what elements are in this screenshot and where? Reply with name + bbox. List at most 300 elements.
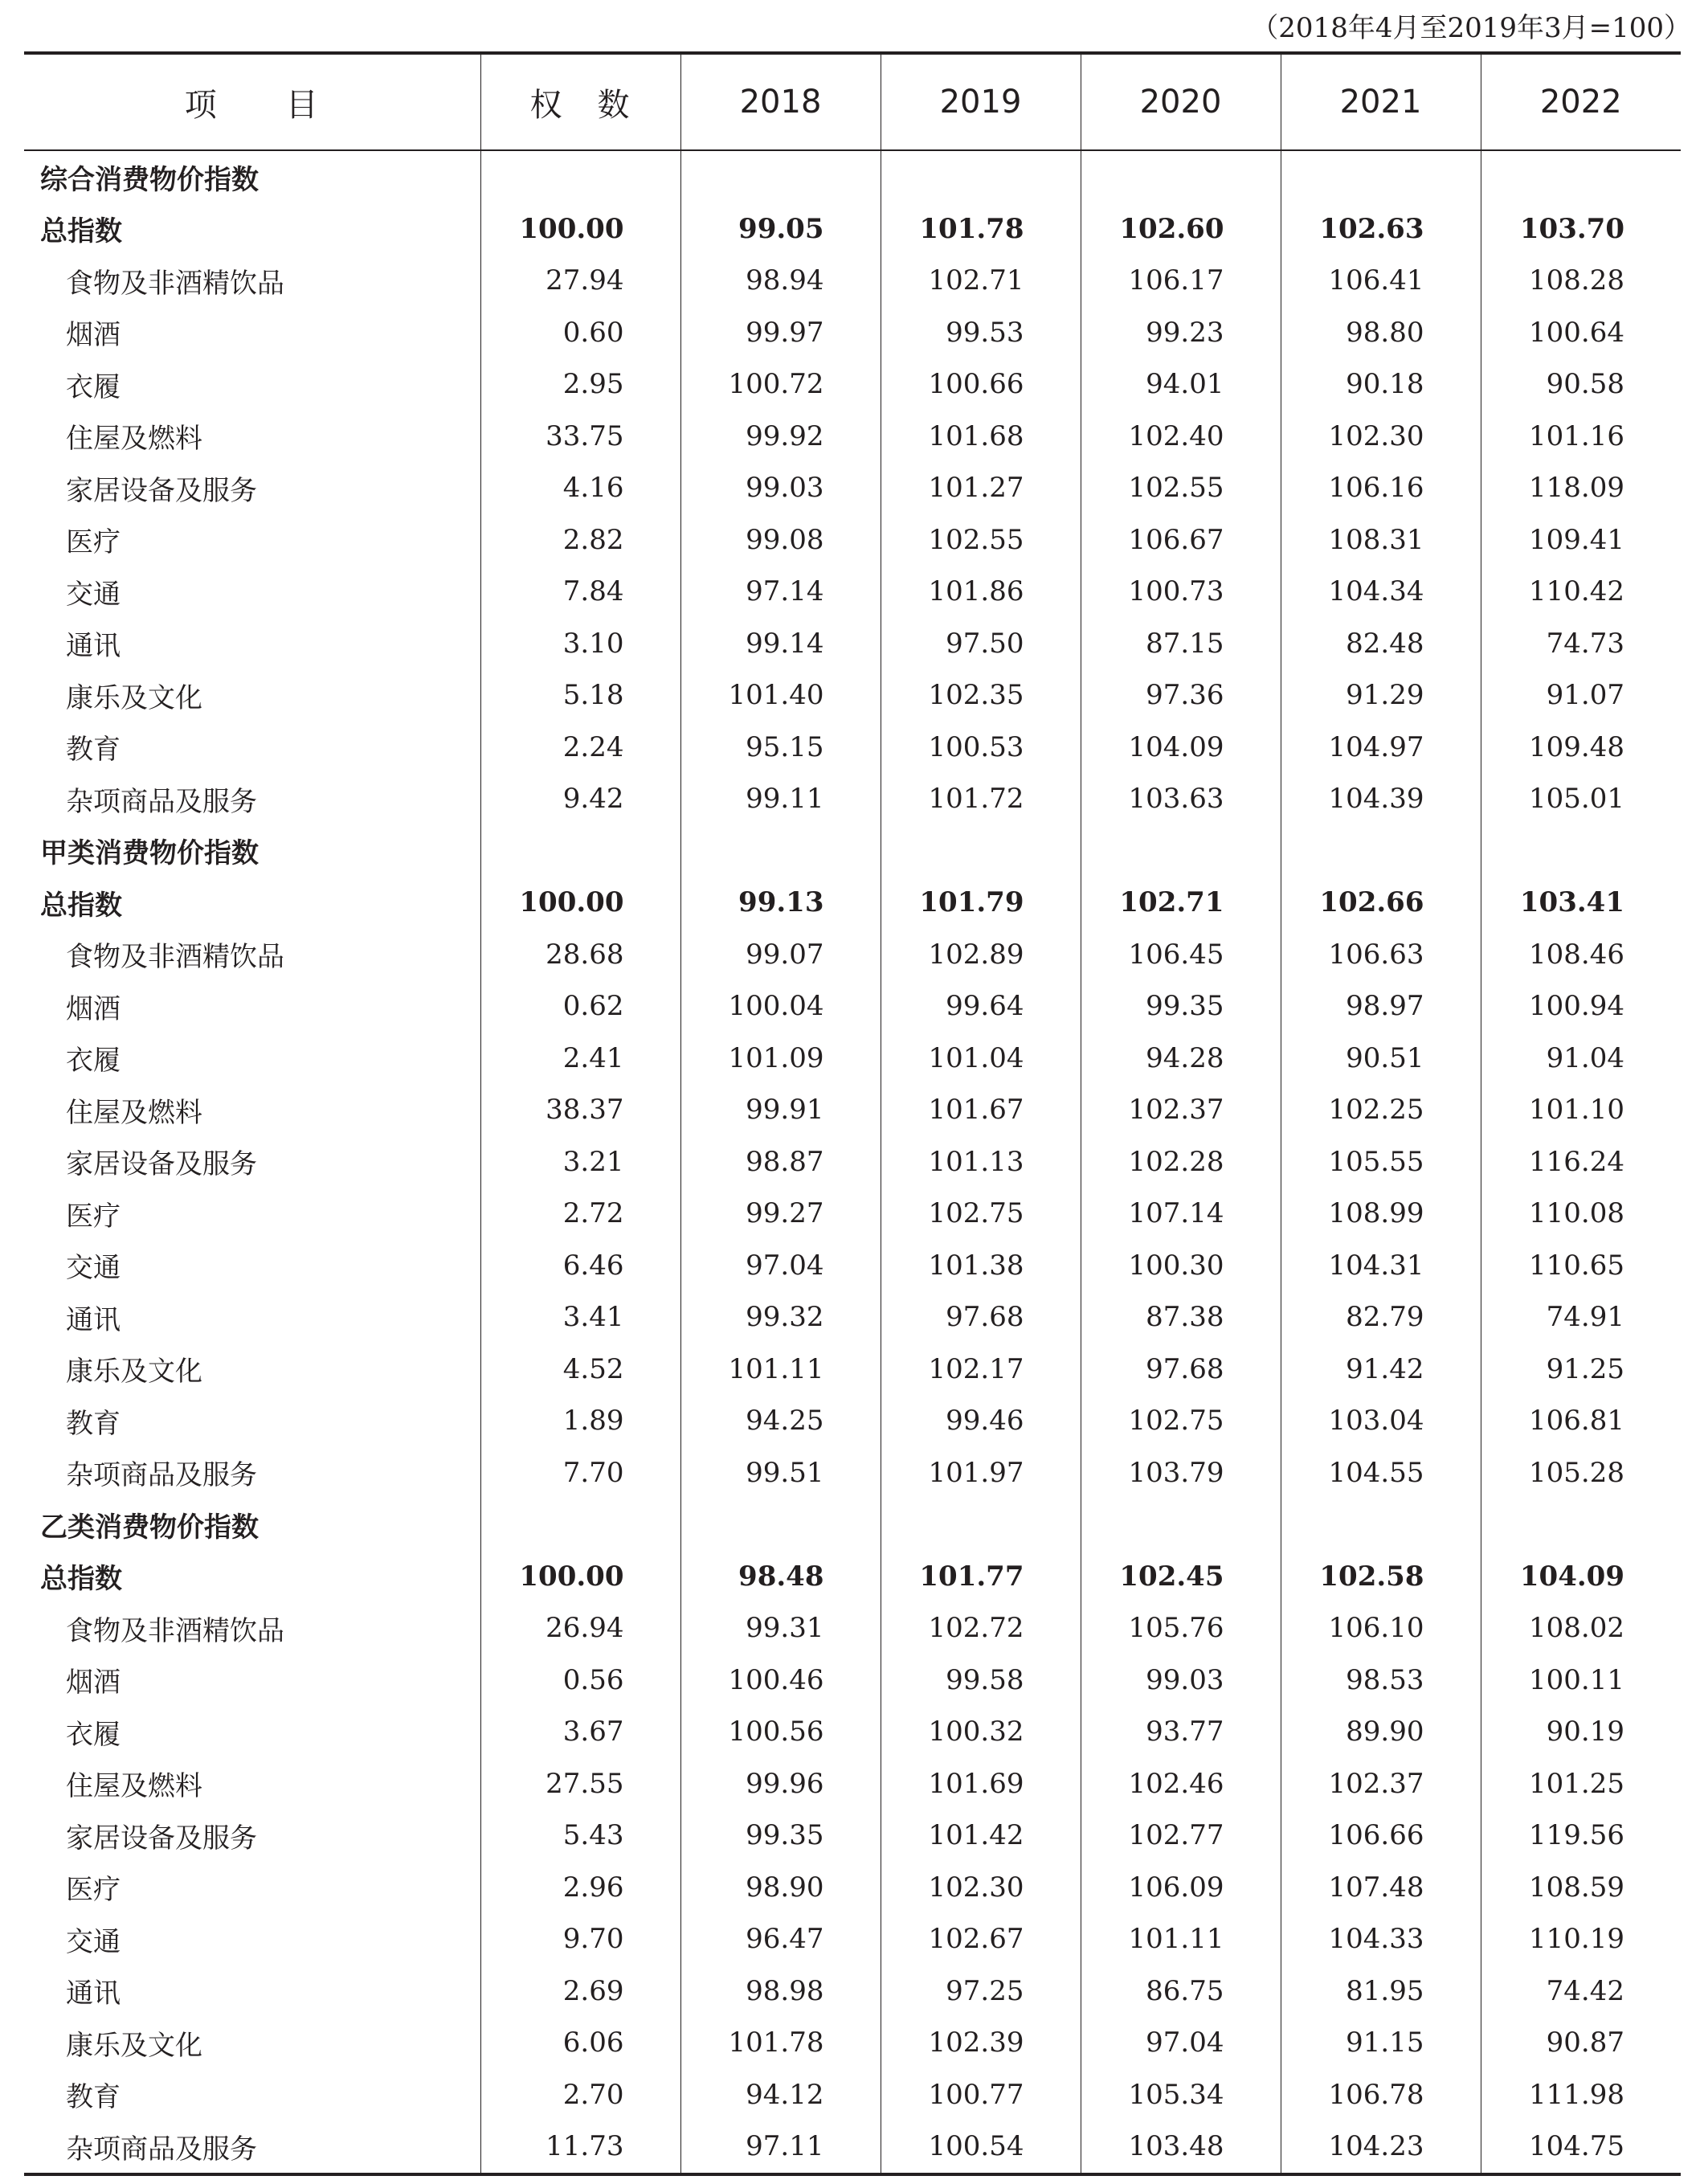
value-cell: 102.60	[1081, 203, 1281, 256]
row-label: 家居设备及服务	[24, 1136, 480, 1188]
value-cell: 100.30	[1081, 1240, 1281, 1292]
header-year: 2019	[881, 53, 1081, 150]
row-label: 医疗	[24, 1188, 480, 1240]
value-cell: 107.14	[1081, 1188, 1281, 1240]
value-cell: 101.13	[881, 1136, 1081, 1188]
value-cell: 110.08	[1529, 1197, 1624, 1230]
value-cell: 98.53	[1281, 1654, 1481, 1707]
row-label: 烟酒	[24, 307, 480, 359]
value-cell: 116.24	[1529, 1145, 1624, 1178]
weight-cell: 100.00	[480, 1551, 680, 1603]
value-cell: 101.68	[881, 411, 1081, 463]
value-cell: 100.72	[680, 358, 881, 411]
value-cell: 90.18	[1281, 358, 1481, 411]
value-cell: 94.25	[680, 1395, 881, 1447]
table-row	[24, 1291, 1681, 1344]
value-cell: 100.64	[1529, 316, 1624, 349]
section-row	[24, 825, 1681, 877]
value-cell: 101.78	[881, 203, 1081, 256]
value-cell: 94.28	[1081, 1033, 1281, 1085]
value-cell: 89.90	[1281, 1706, 1481, 1758]
weight-cell: 3.67	[480, 1706, 680, 1758]
weight-cell: 2.41	[480, 1033, 680, 1085]
value-cell	[881, 825, 1081, 877]
table-row	[24, 1033, 1681, 1085]
row-label: 总指数	[24, 1551, 480, 1603]
value-cell: 91.42	[1281, 1344, 1481, 1396]
row-label: 家居设备及服务	[24, 1810, 480, 1862]
value-cell	[1081, 150, 1281, 203]
value-cell: 99.13	[680, 877, 881, 929]
total-row	[24, 1551, 1681, 1603]
weight-cell: 2.69	[480, 1965, 680, 2018]
weight-cell	[480, 150, 680, 203]
weight-cell: 27.94	[480, 255, 680, 307]
value-cell: 104.34	[1281, 566, 1481, 618]
weight-cell: 1.89	[480, 1395, 680, 1447]
value-cell: 99.91	[680, 1084, 881, 1136]
value-cell: 106.66	[1281, 1810, 1481, 1862]
row-label: 医疗	[24, 514, 480, 566]
weight-cell: 100.00	[480, 877, 680, 929]
value-cell: 93.77	[1081, 1706, 1281, 1758]
table-row	[24, 1240, 1681, 1292]
weight-cell: 38.37	[480, 1084, 680, 1136]
value-cell: 99.35	[680, 1810, 881, 1862]
table-row	[24, 1447, 1681, 1499]
value-cell: 100.73	[1081, 566, 1281, 618]
value-cell: 98.94	[680, 255, 881, 307]
value-cell: 102.37	[1281, 1758, 1481, 1810]
value-cell: 97.04	[1081, 2017, 1281, 2069]
value-cell: 103.48	[1081, 2121, 1281, 2174]
value-cell: 87.38	[1081, 1291, 1281, 1344]
weight-cell: 0.56	[480, 1654, 680, 1707]
table-row	[24, 1602, 1681, 1654]
value-cell: 98.97	[1281, 980, 1481, 1033]
cpi-table	[24, 51, 1681, 2176]
value-cell: 100.53	[881, 722, 1081, 774]
value-cell: 106.10	[1281, 1602, 1481, 1654]
value-cell: 94.12	[680, 2069, 881, 2121]
total-row	[24, 877, 1681, 929]
value-cell: 119.56	[1529, 1819, 1624, 1852]
value-cell: 100.66	[881, 358, 1081, 411]
value-cell: 104.23	[1281, 2121, 1481, 2174]
value-cell: 86.75	[1081, 1965, 1281, 2018]
table-row	[24, 1188, 1681, 1240]
weight-cell: 2.82	[480, 514, 680, 566]
row-label: 总指数	[24, 203, 480, 256]
weight-cell: 2.24	[480, 722, 680, 774]
table-row	[24, 2017, 1681, 2069]
value-cell: 101.40	[680, 669, 881, 722]
value-cell: 95.15	[680, 722, 881, 774]
value-cell: 99.05	[680, 203, 881, 256]
value-cell: 100.94	[1529, 990, 1624, 1023]
table-row	[24, 980, 1681, 1033]
value-cell: 101.97	[881, 1447, 1081, 1499]
value-cell: 101.09	[680, 1033, 881, 1085]
value-cell: 102.45	[1081, 1551, 1281, 1603]
value-cell: 106.09	[1081, 1862, 1281, 1914]
value-cell: 100.46	[680, 1654, 881, 1707]
value-cell: 104.39	[1281, 773, 1481, 825]
value-cell: 97.11	[680, 2121, 881, 2174]
row-label: 衣履	[24, 1706, 480, 1758]
value-cell: 102.40	[1081, 411, 1281, 463]
table-row	[24, 1862, 1681, 1914]
row-label: 康乐及文化	[24, 1344, 480, 1396]
total-row	[24, 203, 1681, 256]
value-cell: 106.16	[1281, 462, 1481, 514]
row-label: 食物及非酒精饮品	[24, 1602, 480, 1654]
table-row	[24, 669, 1681, 722]
value-cell: 101.67	[881, 1084, 1081, 1136]
weight-cell: 6.06	[480, 2017, 680, 2069]
value-cell: 102.30	[881, 1862, 1081, 1914]
value-cell: 103.79	[1081, 1447, 1281, 1499]
table-row	[24, 1706, 1681, 1758]
value-cell	[1281, 1499, 1481, 1551]
value-cell: 101.72	[881, 773, 1081, 825]
table-row	[24, 1758, 1681, 1810]
section-row	[24, 1499, 1681, 1551]
weight-cell: 7.84	[480, 566, 680, 618]
value-cell: 101.77	[881, 1551, 1081, 1603]
value-cell: 98.98	[680, 1965, 881, 2018]
value-cell: 103.63	[1081, 773, 1281, 825]
row-label: 交通	[24, 1240, 480, 1292]
value-cell	[1481, 1499, 1681, 1551]
row-label: 杂项商品及服务	[24, 2121, 480, 2174]
value-cell: 91.07	[1546, 679, 1624, 712]
base-period-note: （2018年4月至2019年3月=100）	[1251, 12, 1691, 44]
value-cell: 102.67	[881, 1913, 1081, 1965]
value-cell: 101.42	[881, 1810, 1081, 1862]
value-cell: 102.46	[1081, 1758, 1281, 1810]
value-cell: 103.70	[1519, 212, 1624, 245]
row-label: 康乐及文化	[24, 2017, 480, 2069]
value-cell: 104.97	[1281, 722, 1481, 774]
value-cell: 103.04	[1281, 1395, 1481, 1447]
weight-cell: 3.10	[480, 618, 680, 670]
weight-cell: 0.60	[480, 307, 680, 359]
row-label: 住屋及燃料	[24, 1084, 480, 1136]
value-cell: 100.32	[881, 1706, 1081, 1758]
weight-cell: 7.70	[480, 1447, 680, 1499]
table-header	[24, 53, 1681, 150]
value-cell: 108.59	[1529, 1871, 1624, 1904]
value-cell: 106.67	[1081, 514, 1281, 566]
row-label: 康乐及文化	[24, 669, 480, 722]
row-label: 住屋及燃料	[24, 411, 480, 463]
value-cell: 101.04	[881, 1033, 1081, 1085]
weight-cell: 9.42	[480, 773, 680, 825]
value-cell: 102.30	[1281, 411, 1481, 463]
table-row	[24, 2069, 1681, 2121]
row-label: 衣履	[24, 1033, 480, 1085]
table-row	[24, 307, 1681, 359]
value-cell: 99.27	[680, 1188, 881, 1240]
value-cell: 110.65	[1529, 1249, 1624, 1282]
value-cell: 106.63	[1281, 929, 1481, 981]
row-label: 食物及非酒精饮品	[24, 255, 480, 307]
weight-cell: 3.21	[480, 1136, 680, 1188]
value-cell: 91.29	[1281, 669, 1481, 722]
value-cell: 98.48	[680, 1551, 881, 1603]
value-cell: 99.64	[881, 980, 1081, 1033]
value-cell	[680, 150, 881, 203]
row-label: 家居设备及服务	[24, 462, 480, 514]
weight-cell	[480, 1499, 680, 1551]
value-cell: 105.01	[1529, 783, 1624, 816]
table-row	[24, 929, 1681, 981]
value-cell: 97.14	[680, 566, 881, 618]
value-cell: 102.37	[1081, 1084, 1281, 1136]
value-cell: 99.53	[881, 307, 1081, 359]
weight-cell: 2.70	[480, 2069, 680, 2121]
value-cell: 107.48	[1281, 1862, 1481, 1914]
header-year: 2021	[1281, 53, 1481, 150]
value-cell: 109.41	[1529, 523, 1624, 556]
value-cell: 106.17	[1081, 255, 1281, 307]
value-cell: 100.04	[680, 980, 881, 1033]
value-cell: 102.75	[881, 1188, 1081, 1240]
value-cell: 100.56	[680, 1706, 881, 1758]
value-cell: 94.01	[1081, 358, 1281, 411]
table-row	[24, 773, 1681, 825]
value-cell: 98.90	[680, 1862, 881, 1914]
table-row	[24, 1344, 1681, 1396]
row-label: 杂项商品及服务	[24, 773, 480, 825]
table-row	[24, 722, 1681, 774]
value-cell: 101.69	[881, 1758, 1081, 1810]
value-cell: 99.46	[881, 1395, 1081, 1447]
weight-cell: 2.95	[480, 358, 680, 411]
table-row	[24, 1136, 1681, 1188]
table-row	[24, 411, 1681, 463]
value-cell: 102.63	[1281, 203, 1481, 256]
value-cell: 82.79	[1281, 1291, 1481, 1344]
row-label: 住屋及燃料	[24, 1758, 480, 1810]
row-label: 交通	[24, 1913, 480, 1965]
value-cell: 102.75	[1081, 1395, 1281, 1447]
value-cell: 91.04	[1546, 1041, 1624, 1074]
weight-cell: 2.72	[480, 1188, 680, 1240]
header-year: 2018	[680, 53, 881, 150]
weight-cell: 27.55	[480, 1758, 680, 1810]
value-cell	[1481, 150, 1681, 203]
value-cell: 74.42	[1546, 1974, 1624, 2007]
weight-cell: 5.43	[480, 1810, 680, 1862]
value-cell: 101.27	[881, 462, 1081, 514]
value-cell: 111.98	[1529, 2078, 1624, 2111]
weight-cell: 33.75	[480, 411, 680, 463]
header-weight: 权 数	[480, 53, 680, 150]
value-cell: 102.58	[1281, 1551, 1481, 1603]
row-label: 教育	[24, 722, 480, 774]
value-cell: 104.09	[1519, 1560, 1624, 1593]
header-year: 2020	[1081, 53, 1281, 150]
value-cell: 99.35	[1081, 980, 1281, 1033]
value-cell: 99.03	[1081, 1654, 1281, 1707]
row-label: 通讯	[24, 1291, 480, 1344]
value-cell: 99.08	[680, 514, 881, 566]
value-cell: 108.28	[1529, 264, 1624, 297]
row-label: 医疗	[24, 1862, 480, 1914]
value-cell: 102.55	[1081, 462, 1281, 514]
value-cell: 99.07	[680, 929, 881, 981]
value-cell: 97.36	[1081, 669, 1281, 722]
value-cell: 101.38	[881, 1240, 1081, 1292]
value-cell: 97.50	[881, 618, 1081, 670]
value-cell: 91.15	[1281, 2017, 1481, 2069]
weight-cell: 5.18	[480, 669, 680, 722]
row-label: 杂项商品及服务	[24, 1447, 480, 1499]
value-cell: 106.81	[1529, 1405, 1624, 1438]
value-cell: 90.51	[1281, 1033, 1481, 1085]
table-row	[24, 618, 1681, 670]
header-item: 项 目	[24, 53, 480, 150]
table-row	[24, 1084, 1681, 1136]
value-cell: 102.72	[881, 1602, 1081, 1654]
value-cell: 90.58	[1546, 368, 1624, 401]
value-cell: 99.31	[680, 1602, 881, 1654]
value-cell: 106.45	[1081, 929, 1281, 981]
value-cell: 104.09	[1081, 722, 1281, 774]
value-cell: 118.09	[1529, 472, 1624, 505]
weight-cell: 0.62	[480, 980, 680, 1033]
value-cell: 97.04	[680, 1240, 881, 1292]
value-cell: 103.41	[1519, 886, 1624, 919]
value-cell: 91.25	[1546, 1352, 1624, 1385]
weight-cell: 11.73	[480, 2121, 680, 2174]
row-label: 总指数	[24, 877, 480, 929]
value-cell: 74.91	[1546, 1301, 1624, 1334]
value-cell: 90.19	[1546, 1716, 1624, 1748]
value-cell: 102.28	[1081, 1136, 1281, 1188]
value-cell	[1281, 150, 1481, 203]
row-label: 甲类消费物价指数	[24, 825, 480, 877]
value-cell: 101.10	[1529, 1094, 1624, 1127]
table-row	[24, 2121, 1681, 2174]
table-row	[24, 358, 1681, 411]
row-label: 交通	[24, 566, 480, 618]
value-cell: 104.33	[1281, 1913, 1481, 1965]
value-cell: 102.39	[881, 2017, 1081, 2069]
weight-cell: 28.68	[480, 929, 680, 981]
value-cell: 102.25	[1281, 1084, 1481, 1136]
value-cell: 100.54	[881, 2121, 1081, 2174]
value-cell: 102.35	[881, 669, 1081, 722]
row-label: 综合消费物价指数	[24, 150, 480, 203]
row-label: 教育	[24, 2069, 480, 2121]
value-cell: 99.92	[680, 411, 881, 463]
value-cell: 108.31	[1281, 514, 1481, 566]
value-cell: 87.15	[1081, 618, 1281, 670]
weight-cell: 100.00	[480, 203, 680, 256]
value-cell: 106.78	[1281, 2069, 1481, 2121]
value-cell: 110.19	[1529, 1923, 1624, 1956]
row-label: 食物及非酒精饮品	[24, 929, 480, 981]
value-cell: 97.25	[881, 1965, 1081, 2018]
value-cell: 108.99	[1281, 1188, 1481, 1240]
value-cell: 99.58	[881, 1654, 1081, 1707]
table-row	[24, 1913, 1681, 1965]
value-cell: 97.68	[1081, 1344, 1281, 1396]
row-label: 烟酒	[24, 1654, 480, 1707]
value-cell: 100.77	[881, 2069, 1081, 2121]
value-cell: 99.14	[680, 618, 881, 670]
value-cell	[1281, 825, 1481, 877]
value-cell: 99.96	[680, 1758, 881, 1810]
value-cell: 102.66	[1281, 877, 1481, 929]
weight-cell: 4.16	[480, 462, 680, 514]
weight-cell: 9.70	[480, 1913, 680, 1965]
value-cell: 102.89	[881, 929, 1081, 981]
table-row	[24, 462, 1681, 514]
value-cell: 74.73	[1546, 627, 1624, 660]
value-cell: 108.46	[1529, 938, 1624, 971]
value-cell	[881, 1499, 1081, 1551]
value-cell	[680, 825, 881, 877]
value-cell	[1481, 825, 1681, 877]
value-cell	[1081, 825, 1281, 877]
table-body	[24, 150, 1681, 2174]
value-cell: 101.11	[680, 1344, 881, 1396]
value-cell	[881, 150, 1081, 203]
table-row	[24, 566, 1681, 618]
weight-cell: 4.52	[480, 1344, 680, 1396]
weight-cell: 6.46	[480, 1240, 680, 1292]
value-cell: 97.68	[881, 1291, 1081, 1344]
weight-cell: 26.94	[480, 1602, 680, 1654]
table-row	[24, 1810, 1681, 1862]
value-cell: 109.48	[1529, 730, 1624, 763]
value-cell: 82.48	[1281, 618, 1481, 670]
value-cell	[1081, 1499, 1281, 1551]
row-label: 衣履	[24, 358, 480, 411]
value-cell: 105.34	[1081, 2069, 1281, 2121]
value-cell: 101.25	[1529, 1767, 1624, 1800]
section-row	[24, 150, 1681, 203]
row-label: 通讯	[24, 1965, 480, 2018]
value-cell: 99.97	[680, 307, 881, 359]
value-cell: 102.77	[1081, 1810, 1281, 1862]
row-label: 烟酒	[24, 980, 480, 1033]
value-cell: 106.41	[1281, 255, 1481, 307]
value-cell: 99.03	[680, 462, 881, 514]
weight-cell	[480, 825, 680, 877]
value-cell: 102.71	[1081, 877, 1281, 929]
value-cell: 90.87	[1546, 2027, 1624, 2059]
table-row	[24, 1654, 1681, 1707]
value-cell: 99.51	[680, 1447, 881, 1499]
value-cell: 105.55	[1281, 1136, 1481, 1188]
value-cell: 101.16	[1529, 419, 1624, 452]
table-row	[24, 1395, 1681, 1447]
table-row	[24, 255, 1681, 307]
value-cell: 104.55	[1281, 1447, 1481, 1499]
value-cell: 99.32	[680, 1291, 881, 1344]
row-label: 教育	[24, 1395, 480, 1447]
value-cell: 100.11	[1529, 1663, 1624, 1696]
value-cell: 81.95	[1281, 1965, 1481, 2018]
weight-cell: 2.96	[480, 1862, 680, 1914]
table-row	[24, 1965, 1681, 2018]
value-cell: 98.87	[680, 1136, 881, 1188]
